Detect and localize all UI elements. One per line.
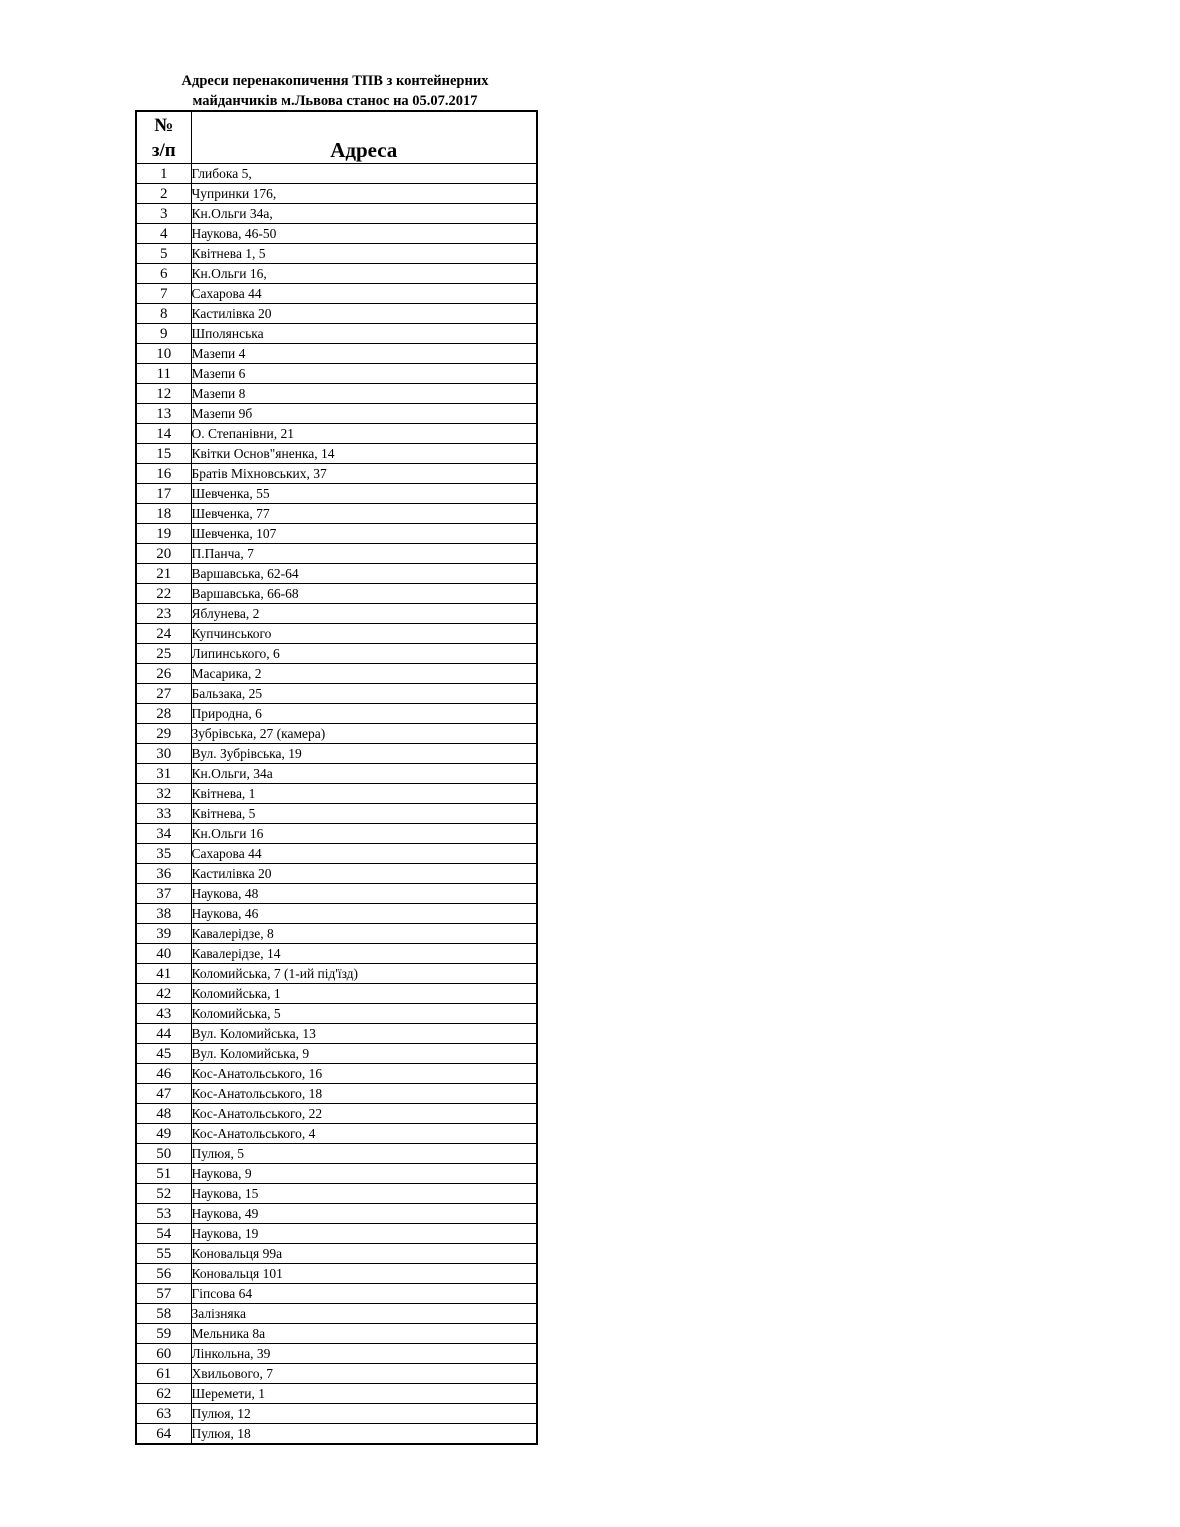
row-address: Мельника 8а	[191, 1324, 537, 1344]
table-row	[136, 544, 537, 564]
row-address: Мазепи 6	[191, 364, 537, 384]
row-number: 21	[136, 564, 191, 584]
row-address: Шевченка, 77	[191, 504, 537, 524]
row-number: 36	[136, 864, 191, 884]
row-address: Квітнева 1, 5	[191, 244, 537, 264]
row-number: 24	[136, 624, 191, 644]
row-address: Кастилівка 20	[191, 864, 537, 884]
row-number: 8	[136, 304, 191, 324]
row-address: Наукова, 49	[191, 1204, 537, 1224]
row-address: Чупринки 176,	[191, 184, 537, 204]
row-address: Яблунева, 2	[191, 604, 537, 624]
table-row	[136, 1204, 537, 1224]
table-row	[136, 624, 537, 644]
row-number: 23	[136, 604, 191, 624]
row-address: Кавалерідзе, 8	[191, 924, 537, 944]
row-number: 5	[136, 244, 191, 264]
table-row	[136, 744, 537, 764]
table-row	[136, 244, 537, 264]
table-row	[136, 224, 537, 244]
row-address: Сахарова 44	[191, 284, 537, 304]
row-number: 22	[136, 584, 191, 604]
table-row	[136, 704, 537, 724]
row-number: 33	[136, 804, 191, 824]
document-title	[135, 71, 535, 111]
table-row	[136, 424, 537, 444]
header-number-label: з/п	[151, 139, 176, 161]
row-address: Наукова, 46	[191, 904, 537, 924]
row-address: Пулюя, 5	[191, 1144, 537, 1164]
row-address: Братів Міхновських, 37	[191, 464, 537, 484]
row-number: 14	[136, 424, 191, 444]
row-number: 50	[136, 1144, 191, 1164]
table-row	[136, 504, 537, 524]
table-row	[136, 864, 537, 884]
row-address: Вул. Коломийська, 9	[191, 1044, 537, 1064]
row-number: 31	[136, 764, 191, 784]
row-number: 49	[136, 1124, 191, 1144]
row-address: Коновальця 101	[191, 1264, 537, 1284]
table-row	[136, 1264, 537, 1284]
row-address: Мазепи 9б	[191, 404, 537, 424]
row-address: Хвильового, 7	[191, 1364, 537, 1384]
table-row	[136, 1104, 537, 1124]
row-address: Наукова, 9	[191, 1164, 537, 1184]
row-number: 63	[136, 1404, 191, 1424]
row-address: Глибока 5,	[191, 164, 537, 184]
row-address: Лінкольна, 39	[191, 1344, 537, 1364]
table-row	[136, 464, 537, 484]
row-address: Кастилівка 20	[191, 304, 537, 324]
table-row	[136, 1324, 537, 1344]
row-address: Сахарова 44	[191, 844, 537, 864]
row-number: 6	[136, 264, 191, 284]
row-address: Квітнева, 5	[191, 804, 537, 824]
table-row	[136, 904, 537, 924]
table-row	[136, 284, 537, 304]
row-number: 34	[136, 824, 191, 844]
row-address: Мазепи 4	[191, 344, 537, 364]
row-number: 38	[136, 904, 191, 924]
row-number: 37	[136, 884, 191, 904]
row-address: Липинського, 6	[191, 644, 537, 664]
row-number: 19	[136, 524, 191, 544]
row-address: Кн.Ольги 16,	[191, 264, 537, 284]
row-address: Гіпсова 64	[191, 1284, 537, 1304]
table-row	[136, 1244, 537, 1264]
row-address: Масарика, 2	[191, 664, 537, 684]
header-address: Адреса	[191, 111, 537, 164]
row-number: 13	[136, 404, 191, 424]
table-row	[136, 784, 537, 804]
row-address: Шеремети, 1	[191, 1384, 537, 1404]
row-address: Варшавська, 62-64	[191, 564, 537, 584]
row-address: Пулюя, 18	[191, 1424, 537, 1445]
row-number: 2	[136, 184, 191, 204]
table-row	[136, 164, 537, 184]
row-number: 42	[136, 984, 191, 1004]
table-row	[136, 1424, 537, 1445]
row-number: 20	[136, 544, 191, 564]
table-row	[136, 564, 537, 584]
row-number: 43	[136, 1004, 191, 1024]
table-row	[136, 944, 537, 964]
table-row	[136, 344, 537, 364]
row-address: Шполянська	[191, 324, 537, 344]
title-line-2: майданчиків м.Львова станос на 05.07.2017	[192, 93, 478, 109]
table-row	[136, 1144, 537, 1164]
row-number: 26	[136, 664, 191, 684]
row-address: Наукова, 48	[191, 884, 537, 904]
row-address: Квітнева, 1	[191, 784, 537, 804]
table-row	[136, 324, 537, 344]
row-number: 10	[136, 344, 191, 364]
table-row	[136, 1024, 537, 1044]
row-number: 29	[136, 724, 191, 744]
table-row	[136, 264, 537, 284]
title-line-1: Адреси перенакопичення ТПВ з контейнерних	[181, 73, 489, 89]
table-row	[136, 1164, 537, 1184]
row-address: Природна, 6	[191, 704, 537, 724]
table-row	[136, 884, 537, 904]
table-row	[136, 1064, 537, 1084]
table-row	[136, 684, 537, 704]
table-row	[136, 664, 537, 684]
table-row	[136, 1364, 537, 1384]
row-address: Вул. Коломийська, 13	[191, 1024, 537, 1044]
row-number: 59	[136, 1324, 191, 1344]
row-address: О. Степанівни, 21	[191, 424, 537, 444]
row-number: 3	[136, 204, 191, 224]
table-row	[136, 1384, 537, 1404]
table-row	[136, 844, 537, 864]
table-row	[136, 404, 537, 424]
row-number: 53	[136, 1204, 191, 1224]
table-row	[136, 204, 537, 224]
table-row	[136, 724, 537, 744]
table-row	[136, 1044, 537, 1064]
row-address: Коломийська, 5	[191, 1004, 537, 1024]
row-number: 7	[136, 284, 191, 304]
row-address: Кн.Ольги 16	[191, 824, 537, 844]
row-number: 47	[136, 1084, 191, 1104]
row-address: Наукова, 46-50	[191, 224, 537, 244]
row-address: Шевченка, 55	[191, 484, 537, 504]
row-number: 56	[136, 1264, 191, 1284]
table-row	[136, 584, 537, 604]
row-number: 32	[136, 784, 191, 804]
row-address: Коломийська, 1	[191, 984, 537, 1004]
row-address: Мазепи 8	[191, 384, 537, 404]
row-number: 9	[136, 324, 191, 344]
table-row	[136, 1284, 537, 1304]
row-number: 45	[136, 1044, 191, 1064]
table-row	[136, 384, 537, 404]
table-row	[136, 604, 537, 624]
row-number: 58	[136, 1304, 191, 1324]
row-number: 16	[136, 464, 191, 484]
addresses-table	[135, 110, 538, 1445]
table-row	[136, 1124, 537, 1144]
row-address: Кос-Анатольського, 18	[191, 1084, 537, 1104]
row-address: Шевченка, 107	[191, 524, 537, 544]
table-row	[136, 304, 537, 324]
row-number: 46	[136, 1064, 191, 1084]
row-number: 17	[136, 484, 191, 504]
row-address: Наукова, 15	[191, 1184, 537, 1204]
row-number: 11	[136, 364, 191, 384]
row-number: 39	[136, 924, 191, 944]
table-row	[136, 524, 537, 544]
table-row	[136, 184, 537, 204]
row-address: Кос-Анатольського, 22	[191, 1104, 537, 1124]
row-address: Пулюя, 12	[191, 1404, 537, 1424]
row-address: Кн.Ольги 34а,	[191, 204, 537, 224]
row-address: Зубрівська, 27 (камера)	[191, 724, 537, 744]
row-number: 48	[136, 1104, 191, 1124]
row-address: Залізняка	[191, 1304, 537, 1324]
table-row	[136, 924, 537, 944]
table-row	[136, 1304, 537, 1324]
row-number: 25	[136, 644, 191, 664]
row-number: 27	[136, 684, 191, 704]
table-row	[136, 1184, 537, 1204]
row-number: 41	[136, 964, 191, 984]
table-row	[136, 1084, 537, 1104]
row-number: 1	[136, 164, 191, 184]
row-number: 51	[136, 1164, 191, 1184]
row-address: Варшавська, 66-68	[191, 584, 537, 604]
row-number: 61	[136, 1364, 191, 1384]
row-address: Наукова, 19	[191, 1224, 537, 1244]
table-row	[136, 1004, 537, 1024]
row-address: Кн.Ольги, 34а	[191, 764, 537, 784]
table-row	[136, 484, 537, 504]
row-address: Кос-Анатольського, 4	[191, 1124, 537, 1144]
row-number: 55	[136, 1244, 191, 1264]
row-number: 60	[136, 1344, 191, 1364]
row-number: 4	[136, 224, 191, 244]
row-number: 44	[136, 1024, 191, 1044]
header-number	[136, 111, 191, 164]
row-number: 52	[136, 1184, 191, 1204]
table-body	[136, 164, 537, 1445]
row-address: Квітки Основ"яненка, 14	[191, 444, 537, 464]
table-row	[136, 824, 537, 844]
table-row	[136, 984, 537, 1004]
table-row	[136, 964, 537, 984]
header-number-symbol: №	[154, 114, 174, 136]
row-number: 57	[136, 1284, 191, 1304]
table-row	[136, 1224, 537, 1244]
row-number: 54	[136, 1224, 191, 1244]
table-header-row	[136, 111, 537, 164]
row-number: 64	[136, 1424, 191, 1445]
row-number: 18	[136, 504, 191, 524]
table-row	[136, 444, 537, 464]
row-number: 12	[136, 384, 191, 404]
table-row	[136, 764, 537, 784]
row-address: Кавалерідзе, 14	[191, 944, 537, 964]
table-row	[136, 644, 537, 664]
row-number: 35	[136, 844, 191, 864]
row-number: 62	[136, 1384, 191, 1404]
row-address: П.Панча, 7	[191, 544, 537, 564]
table-row	[136, 1344, 537, 1364]
row-address: Коновальця 99а	[191, 1244, 537, 1264]
row-number: 15	[136, 444, 191, 464]
row-address: Бальзака, 25	[191, 684, 537, 704]
table-row	[136, 364, 537, 384]
row-number: 30	[136, 744, 191, 764]
row-address: Купчинського	[191, 624, 537, 644]
row-number: 28	[136, 704, 191, 724]
row-number: 40	[136, 944, 191, 964]
table-row	[136, 1404, 537, 1424]
row-address: Кос-Анатольського, 16	[191, 1064, 537, 1084]
row-address: Вул. Зубрівська, 19	[191, 744, 537, 764]
table-row	[136, 804, 537, 824]
row-address: Коломийська, 7 (1-ий під'їзд)	[191, 964, 537, 984]
